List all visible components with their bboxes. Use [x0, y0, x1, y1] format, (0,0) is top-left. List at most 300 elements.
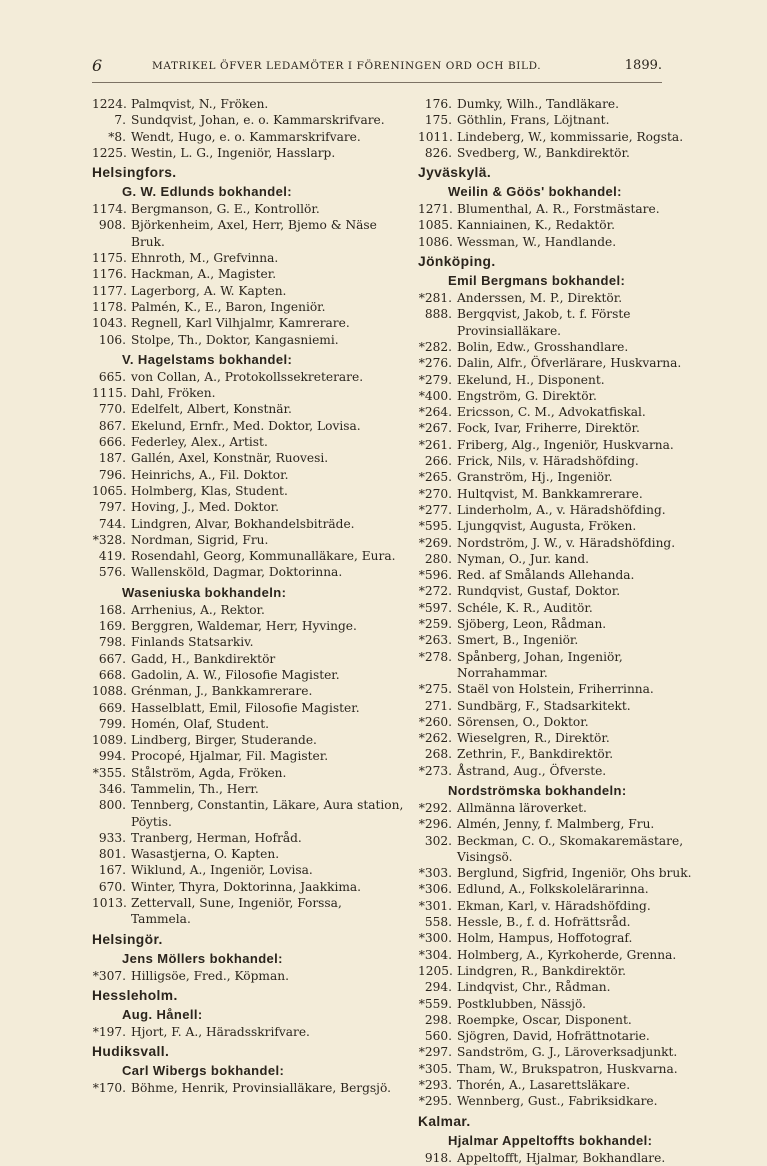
member-number: 801.: [98, 847, 126, 862]
member-text: Arrhenius, A., Rektor.: [131, 602, 265, 617]
member-text: Tammelin, Th., Herr.: [131, 781, 259, 796]
member-entry: [418, 1061, 714, 1077]
member-text: Holmberg, Klas, Student.: [131, 483, 288, 498]
member-number: 800.: [98, 798, 126, 813]
member-number: 797.: [98, 500, 126, 515]
member-entry: [418, 698, 714, 714]
member-number: 668.: [98, 667, 126, 682]
member-number: 558.: [424, 915, 452, 930]
member-text: Dumky, Wilh., Tandläkare.: [457, 97, 619, 111]
member-entry: [418, 355, 714, 371]
member-number: 994.: [98, 749, 126, 764]
member-text: Ehnroth, M., Grefvinna.: [131, 251, 279, 266]
member-text: Sjöberg, Leon, Rådman.: [457, 617, 607, 632]
member-number: 1178.: [92, 299, 127, 314]
member-entry: [418, 567, 714, 583]
member-text: Homén, Olaf, Student.: [131, 716, 270, 731]
member-text: Böhme, Henrik, Provinsialläkare, Bergsjö.: [131, 1081, 391, 1096]
member-number: *260.: [418, 714, 452, 729]
member-number: 669.: [98, 700, 126, 715]
member-number: *263.: [418, 633, 452, 648]
member-text: Procopé, Hjalmar, Fil. Magister.: [131, 749, 329, 764]
member-text: Lindqvist, Chr., Rådman.: [457, 980, 611, 995]
member-entry: [418, 290, 714, 306]
member-entry: [418, 730, 714, 746]
member-number: 1174.: [92, 202, 127, 217]
member-number: *269.: [418, 535, 452, 550]
member-entry: [92, 145, 404, 161]
member-entry: [92, 315, 404, 331]
member-text: Tham, W., Brukspatron, Huskvarna.: [457, 1061, 678, 1076]
member-number: *400.: [418, 388, 452, 403]
member-entry: [418, 388, 714, 404]
member-entry: [418, 1093, 714, 1109]
member-entry: [418, 502, 714, 518]
member-text: Federley, Alex., Artist.: [131, 435, 268, 450]
member-number: *328.: [92, 532, 126, 547]
member-number: *264.: [418, 405, 452, 420]
member-entry: [92, 830, 404, 846]
member-number: *282.: [418, 339, 452, 354]
member-entry: [418, 996, 714, 1012]
member-text: Roempke, Oscar, Disponent.: [457, 1012, 632, 1027]
member-number: 576.: [98, 565, 126, 580]
member-entry: [92, 450, 404, 466]
member-text: Schéle, K. R., Auditör.: [457, 600, 593, 615]
member-text: Edelfelt, Albert, Konstnär.: [131, 402, 292, 417]
member-entry: [418, 963, 714, 979]
member-text: Red. af Smålands Allehanda.: [457, 568, 635, 583]
member-number: 918.: [424, 1150, 452, 1165]
member-text: Postklubben, Nässjö.: [457, 996, 586, 1011]
member-text: Svedberg, W., Bankdirektör.: [457, 145, 630, 160]
member-number: *270.: [418, 486, 452, 501]
member-text: Engström, G. Direktör.: [457, 388, 597, 403]
member-entry: [92, 201, 404, 217]
member-entry: [92, 683, 404, 699]
member-text: Staël von Holstein, Friherrinna.: [457, 682, 654, 697]
member-number: 175.: [424, 113, 452, 128]
member-number: 280.: [424, 551, 452, 566]
member-text: Thorén, A., Lasarettsläkare.: [457, 1078, 631, 1093]
member-number: 419.: [98, 549, 126, 564]
member-entry: [418, 763, 714, 779]
member-text: Zethrin, F., Bankdirektör.: [457, 747, 614, 762]
member-number: 268.: [424, 747, 452, 762]
member-entry: [92, 499, 404, 515]
member-number: *301.: [418, 898, 452, 913]
member-text: Palmén, K., E., Baron, Ingeniör.: [131, 299, 326, 314]
member-number: 106.: [98, 332, 126, 347]
member-text: Nordman, Sigrid, Fru.: [131, 532, 269, 547]
member-entry: [92, 299, 404, 315]
member-number: *273.: [418, 763, 452, 778]
member-number: 168.: [98, 602, 126, 617]
member-entry: [92, 797, 404, 830]
member-number: 665.: [98, 369, 126, 384]
member-text: Edlund, A., Folkskolelärarinna.: [457, 882, 649, 897]
member-entry: [92, 385, 404, 401]
member-text: Wasastjerna, O. Kapten.: [131, 847, 280, 862]
member-text: Hasselblatt, Emil, Filosofie Magister.: [131, 700, 360, 715]
member-entry: [92, 862, 404, 878]
member-text: Stolpe, Th., Doktor, Kangasniemi.: [131, 332, 339, 347]
member-text: Åstrand, Aug., Öfverste.: [457, 763, 607, 778]
member-text: Linderholm, A., v. Häradshöfding.: [457, 502, 666, 517]
member-entry: [418, 96, 714, 112]
member-entry: [92, 700, 404, 716]
member-entry: [418, 583, 714, 599]
member-number: *597.: [418, 600, 452, 615]
bookshop-heading: Weilin & Göös' bokhandel:: [448, 184, 622, 200]
member-entry: [92, 434, 404, 450]
member-text: Granström, Hj., Ingeniör.: [457, 470, 613, 485]
member-entry: [418, 833, 714, 866]
member-entry: [92, 250, 404, 266]
member-text: Finlands Statsarkiv.: [131, 635, 254, 650]
member-number: *304.: [418, 947, 452, 962]
member-text: Göthlin, Frans, Löjtnant.: [457, 113, 610, 128]
member-entry: [92, 112, 404, 128]
header-year: 1899.: [624, 58, 662, 73]
bookshop-heading: Jens Möllers bokhandel:: [122, 950, 283, 966]
member-number: *272.: [418, 584, 452, 599]
member-entry: [92, 467, 404, 483]
member-entry: [418, 1077, 714, 1093]
member-number: 1086.: [418, 234, 453, 249]
member-text: Wieselgren, R., Direktör.: [457, 731, 610, 746]
member-text: Tennberg, Constantin, Läkare, Aura station, Pöytis.: [131, 798, 404, 829]
member-number: *259.: [418, 617, 452, 632]
member-number: 670.: [98, 879, 126, 894]
member-entry: [92, 748, 404, 764]
member-text: Hackman, A., Magister.: [131, 267, 277, 282]
member-entry: [92, 217, 404, 250]
member-number: 7.: [114, 113, 126, 128]
member-number: 908.: [98, 218, 126, 233]
member-entry: [418, 616, 714, 632]
member-entry: [92, 266, 404, 282]
member-text: Ericsson, C. M., Advokatfiskal.: [457, 405, 646, 420]
member-entry: [92, 332, 404, 348]
member-entry: [92, 96, 404, 112]
bookshop-heading: G. W. Edlunds bokhandel:: [122, 184, 292, 200]
member-entry: [92, 716, 404, 732]
member-entry: [418, 865, 714, 881]
member-number: 1089.: [92, 733, 127, 748]
member-entry: [418, 129, 714, 145]
member-entry: [418, 234, 714, 250]
member-number: 796.: [98, 467, 126, 482]
member-text: Bergqvist, Jakob, t. f. Förste Provinsialläkare.: [457, 307, 631, 338]
member-number: *295.: [418, 1094, 452, 1109]
member-entry: [92, 895, 404, 928]
page-header: [92, 54, 662, 83]
bookshop-heading: Hjalmar Appeltoffts bokhandel:: [448, 1132, 653, 1148]
city-heading: Helsingör.: [92, 931, 163, 947]
member-number: 666.: [98, 435, 126, 450]
running-title: MATRIKEL ÖFVER LEDAMÖTER I FÖRENINGEN ORD OCH BILD.: [152, 60, 542, 72]
member-entry: [418, 145, 714, 161]
bookshop-heading: Carl Wibergs bokhandel:: [122, 1063, 285, 1079]
member-text: Allmänna läroverket.: [457, 800, 587, 815]
member-text: Westin, L. G., Ingeniör, Hasslarp.: [131, 145, 336, 160]
member-entry: [418, 1028, 714, 1044]
member-number: *170.: [92, 1081, 126, 1096]
member-entry: [418, 404, 714, 420]
member-text: Palmqvist, N., Fröken.: [131, 97, 269, 111]
member-number: 167.: [98, 863, 126, 878]
member-number: 294.: [424, 980, 452, 995]
member-number: 302.: [424, 833, 452, 848]
member-number: 187.: [98, 451, 126, 466]
member-text: Hjort, F. A., Häradsskrifvare.: [131, 1024, 310, 1039]
member-text: Hoving, J., Med. Doktor.: [131, 500, 280, 515]
member-number: *292.: [418, 800, 452, 815]
member-text: Ljungqvist, Augusta, Fröken.: [457, 519, 637, 534]
member-text: Gadolin, A. W., Filosofie Magister.: [131, 667, 340, 682]
member-text: Blumenthal, A. R., Forstmästare.: [457, 202, 660, 217]
member-text: Nordström, J. W., v. Häradshöfding.: [457, 535, 676, 550]
member-text: Wiklund, A., Ingeniör, Lovisa.: [131, 863, 313, 878]
member-number: *197.: [92, 1024, 126, 1039]
member-entry: [92, 418, 404, 434]
member-entry: [92, 283, 404, 299]
member-number: 1065.: [92, 483, 127, 498]
member-number: 867.: [98, 418, 126, 433]
member-number: 1177.: [92, 283, 127, 298]
member-number: *277.: [418, 502, 452, 517]
member-number: *596.: [418, 568, 452, 583]
member-entry: [418, 551, 714, 567]
member-text: Sandström, G. J., Läroverksadjunkt.: [457, 1045, 678, 1060]
member-entry: [418, 714, 714, 730]
member-number: 888.: [424, 307, 452, 322]
member-entry: [418, 518, 714, 534]
member-text: Björkenheim, Axel, Herr, Bjemo & Näse Bruk.: [131, 218, 377, 249]
member-entry: [418, 372, 714, 388]
member-text: Regnell, Karl Vilhjalmr, Kamrerare.: [131, 316, 350, 331]
member-number: 1013.: [92, 896, 127, 911]
member-number: 1205.: [418, 963, 453, 978]
member-text: Rundqvist, Gustaf, Doktor.: [457, 584, 621, 599]
member-number: *278.: [418, 649, 452, 664]
member-number: 798.: [98, 635, 126, 650]
member-text: Gallén, Axel, Konstnär, Ruovesi.: [131, 451, 329, 466]
member-number: *305.: [418, 1061, 452, 1076]
member-text: Ekelund, H., Disponent.: [457, 372, 605, 387]
member-entry: [418, 632, 714, 648]
member-number: 1175.: [92, 251, 127, 266]
member-number: *595.: [418, 519, 452, 534]
member-entry: [418, 217, 714, 233]
member-text: Rosendahl, Georg, Kommunalläkare, Eura.: [131, 549, 396, 564]
member-number: 271.: [424, 698, 452, 713]
bookshop-heading: Waseniuska bokhandeln:: [122, 584, 287, 600]
member-number: 1176.: [92, 267, 127, 282]
member-number: *261.: [418, 437, 452, 452]
member-entry: [418, 339, 714, 355]
member-entry: [92, 129, 404, 145]
member-number: 1224.: [92, 97, 127, 111]
member-text: Nyman, O., Jur. kand.: [457, 551, 590, 566]
member-text: Bergmanson, G. E., Kontrollör.: [131, 202, 320, 217]
member-text: Ekelund, Ernfr., Med. Doktor, Lovisa.: [131, 418, 361, 433]
member-entry: [92, 618, 404, 634]
member-entry: [418, 112, 714, 128]
member-entry: [92, 1080, 404, 1096]
bookshop-heading: Emil Bergmans bokhandel:: [448, 273, 626, 289]
member-text: Dahl, Fröken.: [131, 386, 216, 401]
member-entry: [418, 649, 714, 682]
member-number: *300.: [418, 931, 452, 946]
member-number: 1085.: [418, 218, 453, 233]
member-entry: [418, 898, 714, 914]
member-entry: [418, 437, 714, 453]
member-text: Kanniainen, K., Redaktör.: [457, 218, 615, 233]
member-text: Friberg, Alg., Ingeniör, Huskvarna.: [457, 437, 674, 452]
member-entry: [418, 201, 714, 217]
member-number: 266.: [424, 454, 452, 469]
member-text: Fock, Ivar, Friherre, Direktör.: [457, 421, 640, 436]
member-text: Hessle, B., f. d. Hofrättsråd.: [457, 915, 631, 930]
member-entry: [92, 667, 404, 683]
member-text: Wennberg, Gust., Fabriksidkare.: [457, 1094, 658, 1109]
city-heading: Hessleholm.: [92, 987, 178, 1003]
member-text: Wendt, Hugo, e. o. Kammarskrifvare.: [131, 129, 361, 144]
member-entry: [92, 765, 404, 781]
member-text: Lagerborg, A. W. Kapten.: [131, 283, 287, 298]
member-number: 1225.: [92, 145, 127, 160]
member-entry: [92, 781, 404, 797]
member-text: Spånberg, Johan, Ingeniör, Norrahammar.: [457, 649, 623, 680]
member-number: *303.: [418, 866, 452, 881]
member-entry: [92, 532, 404, 548]
member-number: *8.: [108, 129, 126, 144]
member-text: Anderssen, M. P., Direktör.: [457, 291, 623, 306]
member-text: Winter, Thyra, Doktorinna, Jaakkima.: [131, 879, 362, 894]
member-number: 744.: [98, 516, 126, 531]
member-entry: [92, 634, 404, 650]
member-number: 799.: [98, 716, 126, 731]
member-text: Hultqvist, M. Bankkamrerare.: [457, 486, 643, 501]
member-text: Hilligsöe, Fred., Köpman.: [131, 968, 289, 983]
member-text: Dalin, Alfr., Öfverlärare, Huskvarna.: [457, 356, 682, 371]
member-entry: [92, 879, 404, 895]
member-number: *262.: [418, 731, 452, 746]
member-number: *267.: [418, 421, 452, 436]
member-entry: [92, 1024, 404, 1040]
member-text: Wessman, W., Handlande.: [457, 234, 617, 249]
member-text: Beckman, C. O., Skomakaremästare, Visingsö.: [457, 833, 684, 864]
member-entry: [418, 1012, 714, 1028]
member-entry: [418, 681, 714, 697]
bookshop-heading: V. Hagelstams bokhandel:: [122, 351, 293, 367]
member-number: 933.: [98, 830, 126, 845]
member-number: *281.: [418, 291, 452, 306]
page-number: 6: [92, 56, 103, 75]
member-entry: [418, 979, 714, 995]
member-text: Lindgren, R., Bankdirektör.: [457, 963, 627, 978]
member-text: Sörensen, O., Doktor.: [457, 714, 589, 729]
member-entry: [92, 968, 404, 984]
member-number: 667.: [98, 651, 126, 666]
member-text: Sundbärg, F., Stadsarkitekt.: [457, 698, 631, 713]
member-entry: [418, 1044, 714, 1060]
member-number: *293.: [418, 1078, 452, 1093]
member-entry: [418, 800, 714, 816]
member-entry: [418, 420, 714, 436]
member-entry: [92, 651, 404, 667]
member-number: *559.: [418, 996, 452, 1011]
member-number: 1115.: [92, 386, 127, 401]
bookshop-heading: Nordströmska bokhandeln:: [448, 782, 627, 798]
member-text: Wallensköld, Dagmar, Doktorinna.: [131, 565, 343, 580]
member-text: Ekman, Karl, v. Häradshöfding.: [457, 898, 651, 913]
member-text: Gadd, H., Bankdirektör: [131, 651, 276, 666]
member-entry: [418, 881, 714, 897]
member-text: Frick, Nils, v. Häradshöfding.: [457, 454, 639, 469]
member-entry: [418, 486, 714, 502]
member-number: *276.: [418, 356, 452, 371]
member-text: Grénman, J., Bankkamrerare.: [131, 684, 313, 699]
member-number: *279.: [418, 372, 452, 387]
member-text: Bolin, Edw., Grosshandlare.: [457, 339, 629, 354]
member-number: *297.: [418, 1045, 452, 1060]
member-number: 176.: [424, 97, 452, 111]
member-number: *355.: [92, 765, 126, 780]
member-text: von Collan, A., Protokollssekreterare.: [131, 369, 364, 384]
member-number: 826.: [424, 145, 452, 160]
member-text: Stålström, Agda, Fröken.: [131, 765, 287, 780]
member-number: 770.: [98, 402, 126, 417]
member-entry: [92, 548, 404, 564]
member-number: 560.: [424, 1029, 452, 1044]
member-text: Lindgren, Alvar, Bokhandelsbiträde.: [131, 516, 355, 531]
member-number: *306.: [418, 882, 452, 897]
city-heading: Jönköping.: [418, 254, 496, 270]
member-number: *265.: [418, 470, 452, 485]
city-heading: Kalmar.: [418, 1113, 471, 1129]
city-heading: Jyväskylä.: [418, 165, 492, 181]
member-text: Lindeberg, W., kommissarie, Rogsta.: [457, 129, 684, 144]
member-entry: [418, 914, 714, 930]
member-entry: [418, 453, 714, 469]
member-entry: [418, 600, 714, 616]
member-text: Berggren, Waldemar, Herr, Hyvinge.: [131, 619, 357, 634]
member-number: 1043.: [92, 316, 127, 331]
member-text: Sjögren, David, Hofrättnotarie.: [457, 1029, 650, 1044]
member-entry: [418, 535, 714, 551]
member-text: Berglund, Sigfrid, Ingeniör, Ohs bruk.: [457, 866, 692, 881]
left-column: [92, 96, 404, 1097]
member-entry: [92, 564, 404, 580]
member-number: 346.: [98, 781, 126, 796]
member-text: Holmberg, A., Kyrkoherde, Grenna.: [457, 947, 677, 962]
member-entry: [418, 947, 714, 963]
member-number: *275.: [418, 682, 452, 697]
member-text: Tranberg, Herman, Hofråd.: [131, 830, 302, 845]
member-text: Appeltofft, Hjalmar, Bokhandlare.: [457, 1150, 666, 1165]
member-entry: [92, 602, 404, 618]
member-number: 1271.: [418, 202, 453, 217]
member-text: Smert, B., Ingeniör.: [457, 633, 579, 648]
member-entry: [418, 469, 714, 485]
member-number: *296.: [418, 817, 452, 832]
bookshop-heading: Aug. Hånell:: [122, 1006, 203, 1022]
member-entry: [92, 516, 404, 532]
member-entry: [92, 483, 404, 499]
